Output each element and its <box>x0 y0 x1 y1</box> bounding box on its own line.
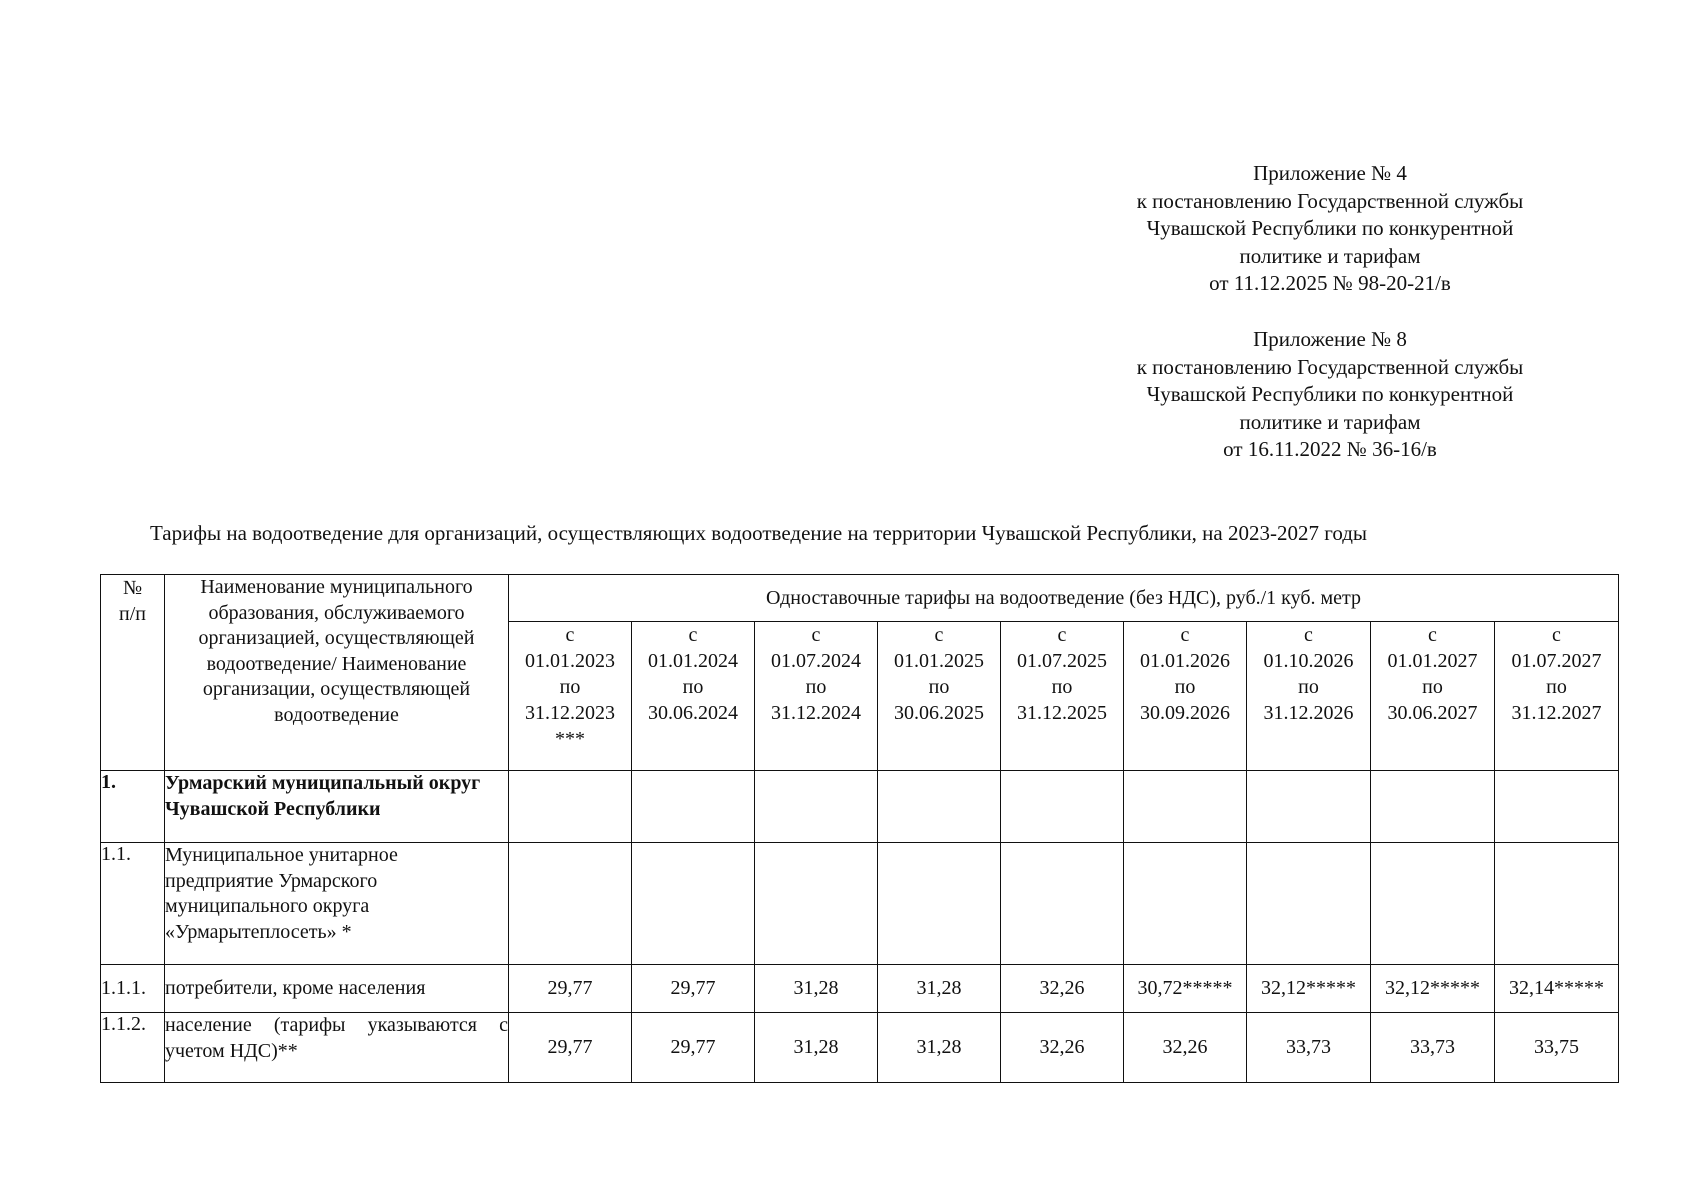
row-name-cell: Муниципальное унитарное предприятие Урмарского муниципального округа «Урмарытеплосеть» * <box>165 843 509 965</box>
period-from-word: с <box>1428 624 1437 646</box>
tariff-value-cell: 32,26 <box>1124 1013 1247 1083</box>
annex-8-line: политике и тарифам <box>1239 409 1421 434</box>
period-from: 01.01.2026 <box>1140 650 1230 672</box>
header-tariff-group: Одноставочные тарифы на водоотведение (без НДС), руб./1 куб. метр <box>509 575 1619 622</box>
annex-8-line: Чувашской Республики по конкурентной <box>1146 382 1514 406</box>
tariff-value-cell: 30,72***** <box>1124 965 1247 1013</box>
tariff-value-cell <box>1124 843 1247 965</box>
period-note: *** <box>555 728 585 750</box>
period-from: 01.01.2023 <box>525 650 615 672</box>
period-to-word: по <box>928 676 950 698</box>
header-period-cell <box>1001 622 1124 771</box>
tariff-value-cell: 32,14***** <box>1495 965 1619 1013</box>
period-from-word: с <box>688 624 698 646</box>
table-body <box>101 771 1619 1083</box>
tariff-value-cell: 29,77 <box>509 1013 632 1083</box>
annex-8-line: к постановлению Государственной службы <box>1136 354 1524 379</box>
period-from-word: с <box>934 624 944 646</box>
annex-8-line: от 16.11.2022 № 36-16/в <box>1223 437 1437 461</box>
period-to: 31.12.2025 <box>1017 702 1107 724</box>
period-to: 31.12.2023 <box>525 702 615 724</box>
period-to: 30.06.2025 <box>894 702 984 724</box>
period-from-word: с <box>565 624 575 646</box>
tariff-value-cell <box>1371 771 1495 843</box>
tariff-value-cell <box>509 843 632 965</box>
tariff-value-cell <box>1001 843 1124 965</box>
tariff-value-cell <box>878 771 1001 843</box>
tariff-value-cell: 33,75 <box>1495 1013 1619 1083</box>
tariff-value-cell: 31,28 <box>878 965 1001 1013</box>
period-to-word: по <box>1174 676 1196 698</box>
tariff-value-cell: 31,28 <box>755 965 878 1013</box>
period-from: 01.07.2024 <box>771 650 861 672</box>
tariff-value-cell <box>878 843 1001 965</box>
tariff-value-cell <box>1371 843 1495 965</box>
header-period-cell <box>755 622 878 771</box>
tariff-value-cell: 29,77 <box>632 1013 755 1083</box>
tariff-value-cell <box>632 771 755 843</box>
header-number-label: п/п <box>119 603 146 625</box>
period-to-word: по <box>1051 676 1073 698</box>
period-from: 01.01.2025 <box>894 650 984 672</box>
annex-8-block <box>1095 326 1565 464</box>
period-from-word: с <box>1057 624 1067 646</box>
tariff-value-cell <box>1001 771 1124 843</box>
row-name-cell: Урмарский муниципальный округ Чувашской Республики <box>165 771 509 843</box>
header-name-cell: Наименование муниципального образования, обслуживаемого организацией, осуществляющей водоотведение/ Наименование организации, осуществляющей водоотведение <box>165 575 509 771</box>
row-number-cell: 1.1. <box>101 843 165 965</box>
header-number-label: № <box>122 577 143 599</box>
tariff-value-cell: 31,28 <box>878 1013 1001 1083</box>
period-to: 31.12.2027 <box>1511 702 1602 724</box>
period-from: 01.01.2024 <box>648 650 738 672</box>
period-from: 01.01.2027 <box>1387 650 1478 672</box>
table-row <box>101 771 1619 843</box>
tariff-value-cell: 29,77 <box>509 965 632 1013</box>
tariff-value-cell <box>509 771 632 843</box>
tariff-value-cell: 33,73 <box>1371 1013 1495 1083</box>
tariff-value-cell: 29,77 <box>632 965 755 1013</box>
annex-4-line: к постановлению Государственной службы <box>1136 188 1524 213</box>
annex-8-line: Приложение № 8 <box>1253 327 1407 351</box>
period-to: 30.09.2026 <box>1140 702 1230 724</box>
period-to-word: по <box>1422 676 1443 698</box>
tariff-value-cell <box>1495 771 1619 843</box>
row-name-cell: потребители, кроме населения <box>165 965 509 1013</box>
period-to-word: по <box>559 676 581 698</box>
row-number-cell: 1.1.2. <box>101 1013 165 1083</box>
period-from: 01.10.2026 <box>1263 650 1354 672</box>
header-number-cell <box>101 575 165 771</box>
period-to-word: по <box>805 676 827 698</box>
tariff-value-cell <box>1247 843 1371 965</box>
annex-4-line: политике и тарифам <box>1239 243 1421 268</box>
tariff-value-cell <box>1247 771 1371 843</box>
table-row <box>101 1013 1619 1083</box>
period-to-word: по <box>682 676 704 698</box>
tariff-value-cell <box>755 843 878 965</box>
period-to-word: по <box>1546 676 1567 698</box>
period-to-word: по <box>1298 676 1319 698</box>
period-from-word: с <box>1304 624 1313 646</box>
annex-4-line: от 11.12.2025 № 98-20-21/в <box>1209 271 1451 295</box>
row-name-cell: население (тарифы указываются с учетом НДС)** <box>165 1013 509 1083</box>
tariff-value-cell: 32,12***** <box>1371 965 1495 1013</box>
header-period-cell <box>632 622 755 771</box>
period-to: 30.06.2027 <box>1387 702 1478 724</box>
table-row <box>101 843 1619 965</box>
tariff-value-cell: 32,26 <box>1001 965 1124 1013</box>
header-period-cell <box>1247 622 1371 771</box>
table-row <box>101 965 1619 1013</box>
period-to: 30.06.2024 <box>648 702 738 724</box>
tariff-value-cell: 33,73 <box>1247 1013 1371 1083</box>
row-number-cell: 1.1.1. <box>101 965 165 1013</box>
document-title: Тарифы на водоотведение для организаций, осуществляющих водоотведение на территории Чувашской Республики, на 2023-2027 годы <box>150 521 1368 545</box>
row-number-cell: 1. <box>101 771 165 843</box>
header-period-cell <box>1124 622 1247 771</box>
period-from: 01.07.2025 <box>1017 650 1107 672</box>
header-period-cell <box>509 622 632 771</box>
annex-4-line: Чувашской Республики по конкурентной <box>1146 216 1514 240</box>
annex-4-line: Приложение № 4 <box>1253 161 1407 185</box>
tariff-value-cell <box>1495 843 1619 965</box>
header-period-cell <box>1371 622 1495 771</box>
period-from-word: с <box>1552 624 1561 646</box>
period-from: 01.07.2027 <box>1511 650 1602 672</box>
tariff-value-cell <box>632 843 755 965</box>
tariff-value-cell: 31,28 <box>755 1013 878 1083</box>
period-from-word: с <box>1180 624 1190 646</box>
header-period-cell <box>878 622 1001 771</box>
tariff-value-cell: 32,12***** <box>1247 965 1371 1013</box>
period-to: 31.12.2024 <box>771 702 861 724</box>
tariff-value-cell: 32,26 <box>1001 1013 1124 1083</box>
period-to: 31.12.2026 <box>1263 702 1354 724</box>
tariff-value-cell <box>1124 771 1247 843</box>
tariff-value-cell <box>755 771 878 843</box>
annex-4-block <box>1095 160 1565 298</box>
period-from-word: с <box>811 624 821 646</box>
tariffs-table <box>100 574 1619 1083</box>
header-period-cell <box>1495 622 1619 771</box>
